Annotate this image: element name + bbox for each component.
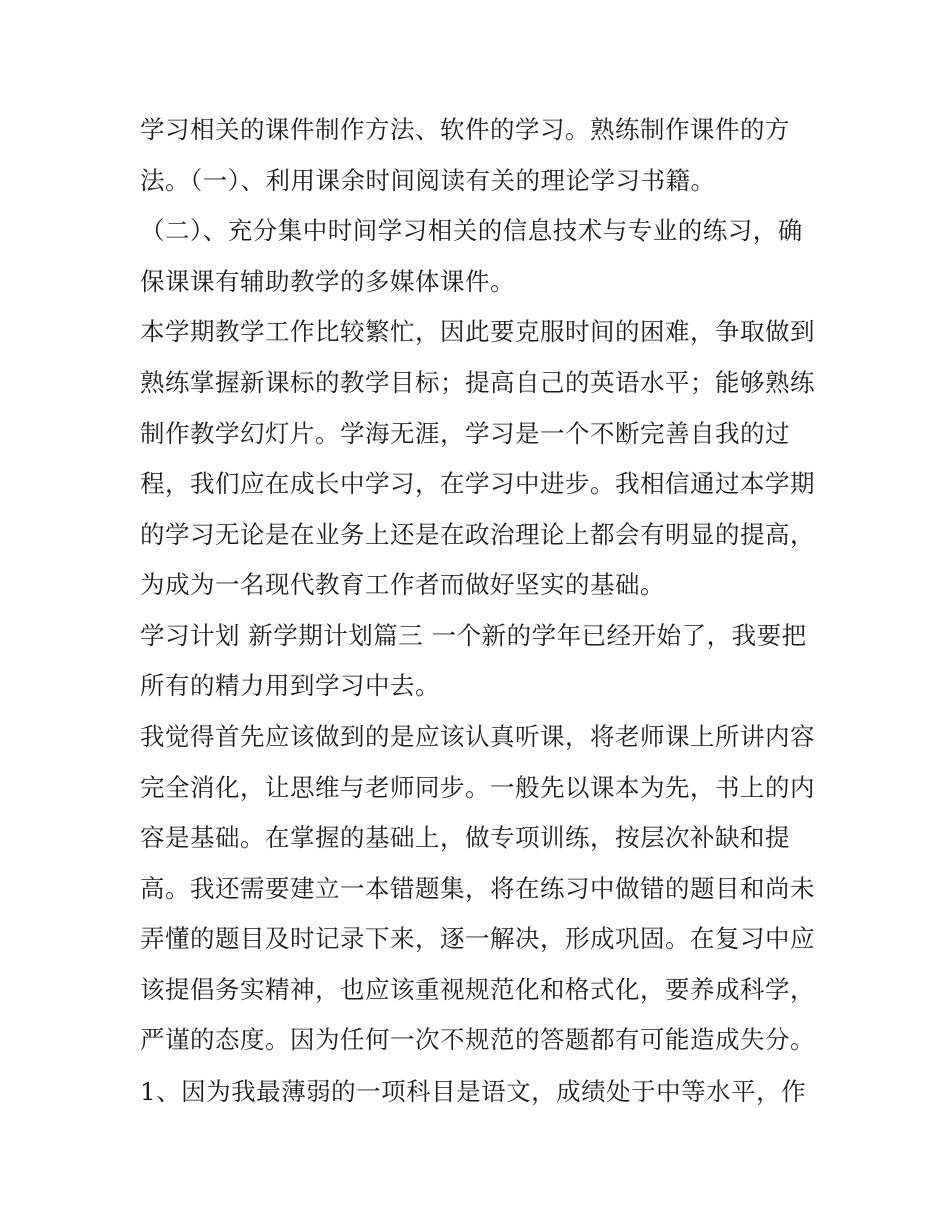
text-line: （二）、充分集中时间学习相关的信息技术与专业的练习，确	[140, 216, 803, 245]
text-line: 我觉得首先应该做到的是应该认真听课，将老师课上所讲内容	[140, 722, 815, 751]
text-line: 学习计划 新学期计划篇三 一个新的学年已经开始了，我要把	[140, 621, 807, 650]
text-line: 完全消化，让思维与老师同步。一般先以课本为先，书上的内	[140, 773, 815, 802]
text-line: 严谨的态度。因为任何一次不规范的答题都有可能造成失分。	[140, 1025, 815, 1054]
text-line: 高。我还需要建立一本错题集，将在练习中做错的题目和尚未	[140, 874, 815, 903]
text-line: 法。（一）、利用课余时间阅读有关的理论学习书籍。	[140, 166, 716, 195]
text-line: 保课课有辅助教学的多媒体课件。	[140, 267, 515, 296]
text-line: 1、因为我最薄弱的一项科目是语文，成绩处于中等水平，作	[140, 1077, 807, 1106]
text-line: 所有的精力用到学习中去。	[140, 671, 440, 700]
text-line: 制作教学幻灯片。学海无涯，学习是一个不断完善自我的过	[140, 419, 790, 448]
text-line: 容是基础。在掌握的基础上，做专项训练，按层次补缺和提	[140, 823, 790, 852]
text-line: 弄懂的题目及时记录下来，逐一解决，形成巩固。在复习中应	[140, 924, 815, 953]
text-line: 程，我们应在成长中学习，在学习中进步。我相信通过本学期	[140, 469, 815, 498]
text-line: 本学期教学工作比较繁忙，因此要克服时间的困难，争取做到	[140, 317, 815, 346]
text-line: 的学习无论是在业务上还是在政治理论上都会有明显的提高，	[140, 520, 815, 549]
text-line: 熟练掌握新课标的教学目标；提高自己的英语水平；能够熟练	[140, 368, 815, 397]
text-line: 学习相关的课件制作方法、软件的学习。熟练制作课件的方	[140, 115, 790, 144]
text-line: 该提倡务实精神，也应该重视规范化和格式化，要养成科学，	[140, 975, 815, 1004]
text-line: 为成为一名现代教育工作者而做好坚实的基础。	[140, 570, 665, 599]
